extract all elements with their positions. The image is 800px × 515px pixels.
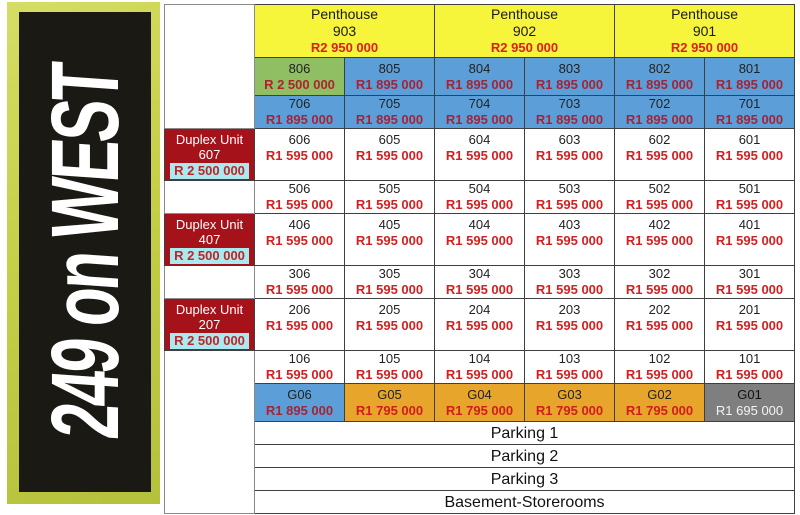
- parking-3-label: Parking 3: [255, 468, 795, 491]
- unit-cell-801: [705, 58, 795, 96]
- parking-row-2: [165, 445, 795, 468]
- unit-number: 105: [378, 351, 401, 366]
- unit-price: R1 595 000: [625, 318, 694, 333]
- unit-number: 703: [558, 96, 581, 111]
- unit-price: R1 595 000: [445, 197, 514, 212]
- floor-2-row: [165, 299, 795, 351]
- unit-number: 701: [738, 96, 761, 111]
- unit-price: R1 895 000: [625, 76, 694, 92]
- unit-number: 406: [288, 217, 311, 232]
- penthouse-cell-901: [615, 5, 795, 58]
- unit-number: 604: [468, 132, 491, 147]
- unit-price: R1 595 000: [625, 282, 694, 297]
- unit-number: 207: [198, 317, 221, 332]
- duplex-price-wrap: [165, 332, 254, 350]
- unit-number: 702: [648, 96, 671, 111]
- unit-number: 505: [378, 181, 401, 196]
- unit-price: R1 595 000: [715, 148, 784, 163]
- unit-cell-402: [615, 214, 705, 266]
- unit-number: 303: [558, 266, 581, 281]
- unit-price: R1 595 000: [715, 197, 784, 212]
- unit-cell-G05: [345, 384, 435, 422]
- duplex-cell-407: [165, 214, 255, 266]
- unit-cell-305: [345, 266, 435, 299]
- unit-cell-504: [435, 181, 525, 214]
- unit-number: 802: [648, 60, 671, 76]
- floor-3-row: [165, 266, 795, 299]
- unit-number: G06: [287, 386, 312, 402]
- unit-price: R1 895 000: [265, 402, 334, 418]
- parking-1-label: Parking 1: [255, 422, 795, 445]
- unit-cell-701: [705, 96, 795, 129]
- unit-number: 502: [648, 181, 671, 196]
- unit-number: 602: [648, 132, 671, 147]
- unit-price: R1 595 000: [265, 367, 334, 382]
- unit-cell-603: [525, 129, 615, 181]
- unit-cell-G01: [705, 384, 795, 422]
- unit-price: R1 595 000: [535, 282, 604, 297]
- unit-number: 103: [558, 351, 581, 366]
- unit-price: R1 595 000: [265, 282, 334, 297]
- basement-storerooms-label: Basement-Storerooms: [255, 491, 795, 514]
- unit-price: R1 595 000: [535, 148, 604, 163]
- penthouse-title: Penthouse: [311, 6, 378, 22]
- unit-number: 101: [738, 351, 761, 366]
- unit-number: 803: [558, 60, 581, 76]
- unit-price: R1 595 000: [355, 197, 424, 212]
- unit-price: R1 595 000: [445, 367, 514, 382]
- unit-number: 901: [692, 23, 717, 39]
- unit-number: G03: [557, 386, 582, 402]
- duplex-title: Duplex Unit: [175, 132, 244, 147]
- duplex-title: Duplex Unit: [175, 217, 244, 232]
- unit-cell-301: [705, 266, 795, 299]
- unit-price: R1 895 000: [265, 112, 334, 127]
- duplex-price-wrap: [165, 162, 254, 180]
- duplex-price-wrap: [165, 247, 254, 265]
- unit-price: R1 595 000: [445, 233, 514, 248]
- unit-price: R1 595 000: [625, 233, 694, 248]
- unit-price: R1 795 000: [625, 402, 694, 418]
- unit-cell-705: [345, 96, 435, 129]
- unit-cell-103: [525, 351, 615, 384]
- floor-7-row: [165, 96, 795, 129]
- unit-cell-205: [345, 299, 435, 351]
- floor-4-row: [165, 214, 795, 266]
- unit-price: R1 795 000: [355, 402, 424, 418]
- unit-number: 106: [288, 351, 311, 366]
- unit-cell-505: [345, 181, 435, 214]
- unit-number: 306: [288, 266, 311, 281]
- floor-1-row: [165, 351, 795, 384]
- unit-cell-704: [435, 96, 525, 129]
- unit-cell-806: [255, 58, 345, 96]
- unit-cell-802: [615, 58, 705, 96]
- unit-number: 403: [558, 217, 581, 232]
- unit-price: R1 595 000: [355, 233, 424, 248]
- unit-price: R1 895 000: [715, 112, 784, 127]
- unit-number: G05: [377, 386, 402, 402]
- brand-banner: [7, 2, 160, 504]
- floor-5-row: [165, 181, 795, 214]
- unit-cell-401: [705, 214, 795, 266]
- unit-price: R1 595 000: [625, 367, 694, 382]
- unit-price: R2 950 000: [670, 40, 739, 55]
- unit-cell-601: [705, 129, 795, 181]
- unit-cell-602: [615, 129, 705, 181]
- unit-price: R1 595 000: [265, 233, 334, 248]
- ground-floor-row: [165, 384, 795, 422]
- unit-price: R1 895 000: [535, 112, 604, 127]
- unit-number: 401: [738, 217, 761, 232]
- unit-number: 205: [378, 302, 401, 317]
- unit-price: R1 895 000: [445, 112, 514, 127]
- duplex-title: Duplex Unit: [175, 302, 244, 317]
- unit-price: R1 595 000: [535, 367, 604, 382]
- unit-number: 806: [288, 60, 311, 76]
- unit-number: 503: [558, 181, 581, 196]
- unit-number: 606: [288, 132, 311, 147]
- unit-cell-803: [525, 58, 615, 96]
- unit-cell-106: [255, 351, 345, 384]
- unit-number: 404: [468, 217, 491, 232]
- duplex-cell-207: [165, 299, 255, 351]
- unit-price: R1 595 000: [445, 318, 514, 333]
- label-column-bottom-empty: [165, 351, 255, 514]
- unit-cell-203: [525, 299, 615, 351]
- price-grid: [164, 4, 795, 514]
- unit-number: 506: [288, 181, 311, 196]
- penthouse-cell-903: [255, 5, 435, 58]
- development-name: 249 on WEST: [31, 62, 139, 442]
- unit-number: 804: [468, 60, 491, 76]
- unit-cell-303: [525, 266, 615, 299]
- unit-cell-101: [705, 351, 795, 384]
- unit-number: 204: [468, 302, 491, 317]
- unit-price: R1 595 000: [265, 197, 334, 212]
- unit-cell-605: [345, 129, 435, 181]
- unit-price: R1 895 000: [445, 76, 514, 92]
- label-column-empty: [165, 181, 255, 214]
- unit-number: 206: [288, 302, 311, 317]
- unit-price: R1 895 000: [625, 112, 694, 127]
- unit-cell-406: [255, 214, 345, 266]
- unit-cell-102: [615, 351, 705, 384]
- unit-number: 402: [648, 217, 671, 232]
- unit-cell-G02: [615, 384, 705, 422]
- unit-price: R1 595 000: [625, 148, 694, 163]
- unit-cell-805: [345, 58, 435, 96]
- unit-price: R1 595 000: [535, 233, 604, 248]
- penthouse-title: Penthouse: [671, 6, 739, 22]
- unit-number: 501: [738, 181, 761, 196]
- unit-number: G04: [467, 386, 492, 402]
- unit-number: 201: [738, 302, 761, 317]
- parking-row-1: [165, 422, 795, 445]
- unit-price: R1 595 000: [355, 318, 424, 333]
- unit-cell-501: [705, 181, 795, 214]
- unit-cell-304: [435, 266, 525, 299]
- unit-price: R 2 500 000: [170, 248, 249, 264]
- unit-price: R1 595 000: [265, 318, 334, 333]
- unit-price: R1 595 000: [535, 318, 604, 333]
- unit-price: R1 595 000: [445, 282, 514, 297]
- unit-number: 903: [332, 23, 357, 39]
- penthouse-cell-902: [435, 5, 615, 58]
- unit-cell-404: [435, 214, 525, 266]
- basement-storerooms-row: [165, 491, 795, 514]
- unit-cell-703: [525, 96, 615, 129]
- unit-number: 603: [558, 132, 581, 147]
- unit-cell-502: [615, 181, 705, 214]
- unit-cell-302: [615, 266, 705, 299]
- unit-number: 104: [468, 351, 491, 366]
- unit-price: R2 950 000: [310, 40, 379, 55]
- brand-banner-panel: [19, 12, 151, 492]
- unit-number: 405: [378, 217, 401, 232]
- unit-price: R2 950 000: [490, 40, 559, 55]
- unit-cell-306: [255, 266, 345, 299]
- parking-row-3: [165, 468, 795, 491]
- unit-price: R1 595 000: [355, 148, 424, 163]
- unit-cell-506: [255, 181, 345, 214]
- unit-number: G02: [647, 386, 672, 402]
- unit-number: 305: [378, 266, 401, 281]
- unit-price: R1 595 000: [715, 282, 784, 297]
- unit-price: R1 795 000: [535, 402, 604, 418]
- label-column-top-empty: [165, 5, 255, 129]
- unit-cell-202: [615, 299, 705, 351]
- unit-price: R1 895 000: [355, 76, 424, 92]
- unit-price: R1 595 000: [265, 148, 334, 163]
- unit-number: 203: [558, 302, 581, 317]
- unit-price: R1 895 000: [535, 76, 604, 92]
- unit-number: 605: [378, 132, 401, 147]
- unit-price: R1 895 000: [355, 112, 424, 127]
- unit-cell-706: [255, 96, 345, 129]
- unit-price: R1 795 000: [445, 402, 514, 418]
- unit-price: R 2 500 000: [170, 333, 249, 349]
- unit-number: 202: [648, 302, 671, 317]
- unit-cell-G06: [255, 384, 345, 422]
- unit-number: G01: [737, 386, 762, 402]
- unit-price: R1 895 000: [715, 76, 784, 92]
- unit-price: R1 595 000: [625, 197, 694, 212]
- unit-cell-104: [435, 351, 525, 384]
- unit-cell-604: [435, 129, 525, 181]
- unit-price: R 2 500 000: [264, 76, 335, 92]
- unit-number: 704: [468, 96, 491, 111]
- unit-cell-804: [435, 58, 525, 96]
- unit-number: 705: [378, 96, 401, 111]
- unit-price: R1 595 000: [355, 367, 424, 382]
- unit-number: 301: [738, 266, 761, 281]
- unit-price: R1 695 000: [715, 402, 784, 418]
- unit-cell-206: [255, 299, 345, 351]
- unit-number: 607: [198, 147, 221, 162]
- unit-cell-702: [615, 96, 705, 129]
- unit-number: 102: [648, 351, 671, 366]
- unit-cell-G03: [525, 384, 615, 422]
- unit-number: 902: [512, 23, 537, 39]
- unit-cell-G04: [435, 384, 525, 422]
- unit-cell-405: [345, 214, 435, 266]
- penthouse-title: Penthouse: [491, 6, 558, 22]
- unit-number: 302: [648, 266, 671, 281]
- unit-number: 304: [468, 266, 491, 281]
- unit-price: R1 595 000: [535, 197, 604, 212]
- unit-number: 504: [468, 181, 491, 196]
- unit-cell-105: [345, 351, 435, 384]
- unit-number: 706: [288, 96, 311, 111]
- unit-price: R1 595 000: [715, 233, 784, 248]
- unit-number: 805: [378, 60, 401, 76]
- unit-cell-403: [525, 214, 615, 266]
- unit-cell-204: [435, 299, 525, 351]
- penthouse-row: [165, 5, 795, 58]
- parking-2-label: Parking 2: [255, 445, 795, 468]
- unit-price: R1 595 000: [715, 318, 784, 333]
- floor-6-row: [165, 129, 795, 181]
- label-column-empty: [165, 266, 255, 299]
- floor-8-row: [165, 58, 795, 96]
- duplex-cell-607: [165, 129, 255, 181]
- unit-price: R1 595 000: [715, 367, 784, 382]
- unit-number: 801: [738, 60, 761, 76]
- unit-number: 601: [738, 132, 761, 147]
- unit-cell-201: [705, 299, 795, 351]
- unit-number: 407: [198, 232, 221, 247]
- unit-cell-503: [525, 181, 615, 214]
- unit-price: R 2 500 000: [170, 163, 249, 179]
- unit-cell-606: [255, 129, 345, 181]
- unit-price: R1 595 000: [445, 148, 514, 163]
- unit-price: R1 595 000: [355, 282, 424, 297]
